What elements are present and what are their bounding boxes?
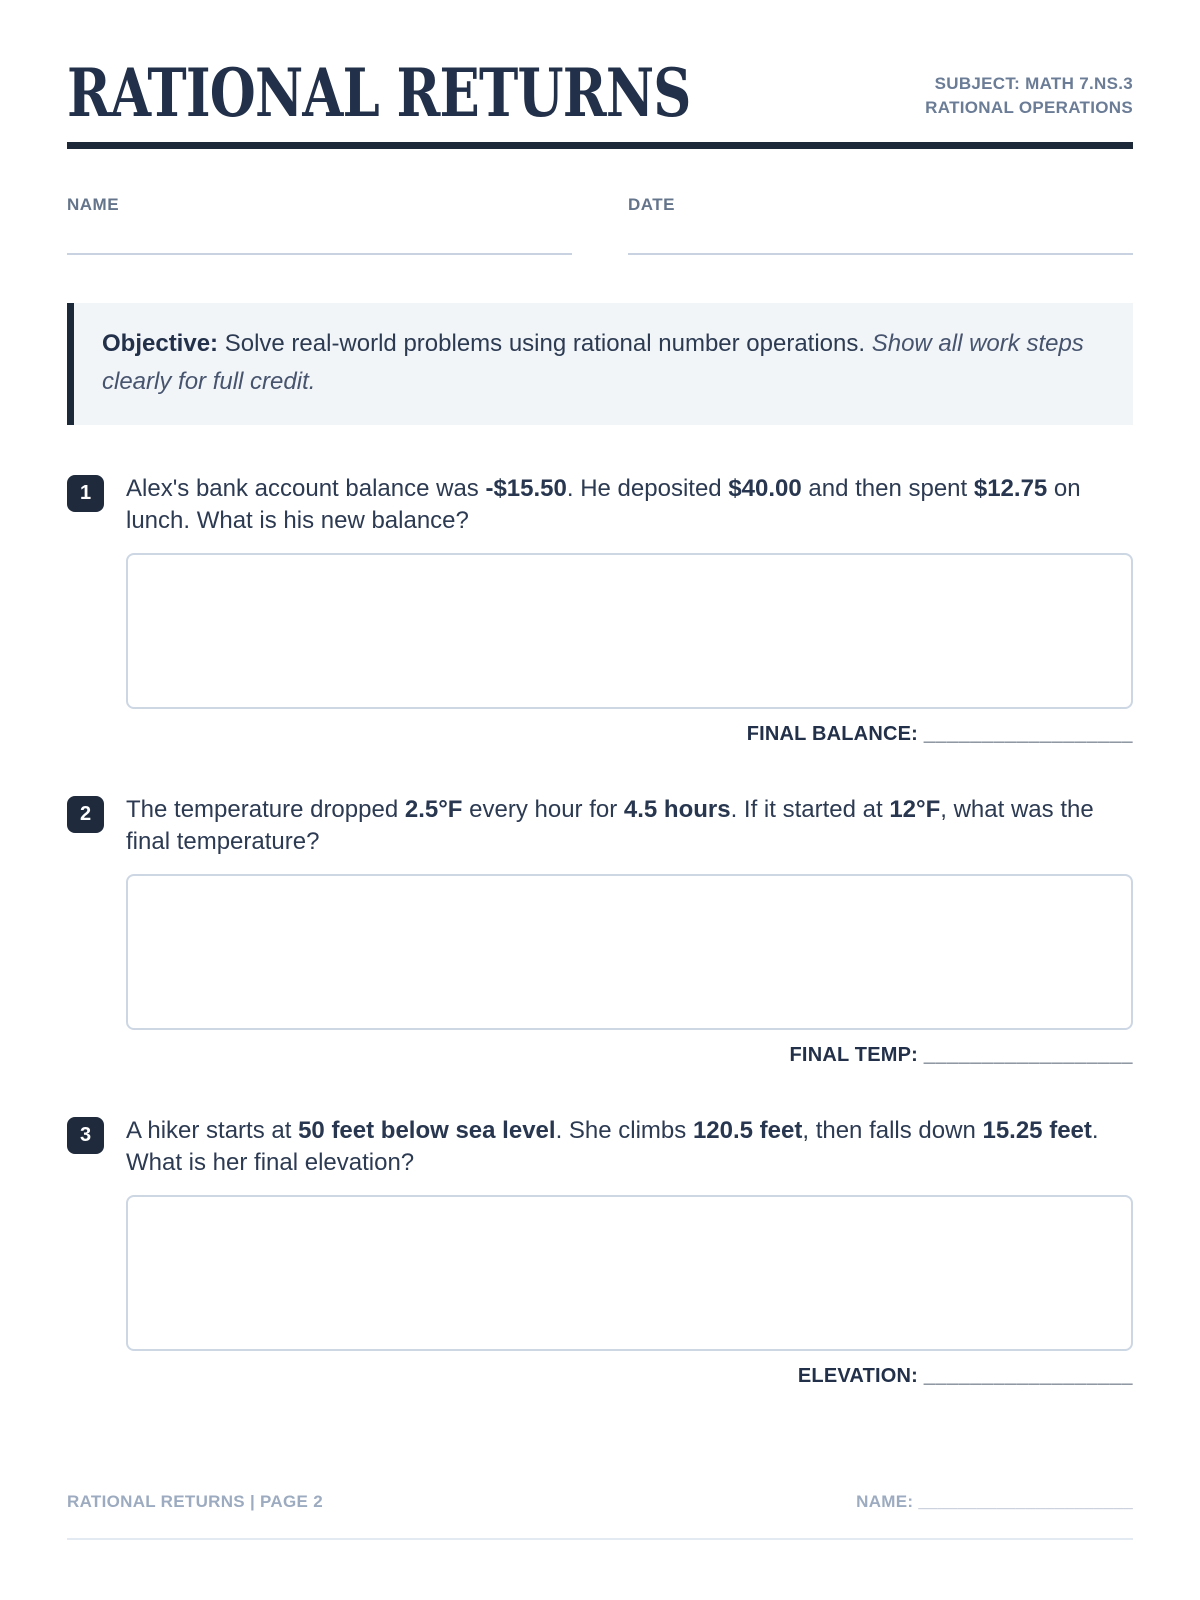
question-2-answer-blank[interactable]: __________________ [923, 1044, 1133, 1066]
question-2-row [67, 794, 1133, 858]
q1-seg-bold: $12.75 [973, 475, 1048, 502]
q2-seg: . If it started at [730, 796, 890, 823]
question-3-text [126, 1115, 1133, 1179]
q3-seg-bold: 15.25 feet [982, 1117, 1092, 1144]
question-3-work-area[interactable] [126, 1195, 1133, 1351]
q2-seg-bold: 12°F [889, 796, 941, 823]
question-2-answer-label: FINAL TEMP: [789, 1044, 919, 1066]
q2-seg: , what was the final temperature? [126, 796, 1094, 855]
page-title: RATIONAL RETURNS [67, 54, 691, 132]
q3-seg: . What is her final elevation? [126, 1117, 1099, 1176]
student-fields [67, 195, 1133, 255]
date-field-label: DATE [628, 195, 676, 214]
question-2 [67, 794, 1133, 1067]
q1-seg-bold: -$15.50 [485, 475, 567, 502]
q1-seg: Alex's bank account balance was [126, 475, 486, 502]
subject-topic-line: RATIONAL OPERATIONS [925, 98, 1133, 117]
question-1-text [126, 473, 1133, 537]
date-field-line[interactable] [628, 253, 1133, 255]
q2-seg-bold: 2.5°F [404, 796, 463, 823]
question-3-answer-blank[interactable]: __________________ [923, 1365, 1133, 1387]
footer-name-label: NAME: [856, 1492, 914, 1511]
question-1-work-area[interactable] [126, 553, 1133, 709]
subject-line: SUBJECT: MATH 7.NS.3 [934, 74, 1133, 93]
name-field-line[interactable] [67, 253, 572, 255]
q2-seg-bold: 4.5 hours [623, 796, 731, 823]
question-2-work-area[interactable] [126, 874, 1133, 1030]
question-2-answer-row [67, 1044, 1133, 1067]
question-1-answer-blank[interactable]: __________________ [923, 723, 1133, 745]
q3-seg: . She climbs [555, 1117, 693, 1144]
footer-page-info: RATIONAL RETURNS | PAGE 2 [67, 1492, 323, 1511]
objective-box [67, 303, 1133, 425]
name-field-label: NAME [67, 195, 120, 214]
question-3-number-badge: 3 [67, 1117, 104, 1154]
footer-name-blank[interactable]: ______________________ [918, 1492, 1133, 1511]
header-divider [67, 142, 1133, 149]
question-1-answer-label: FINAL BALANCE: [746, 723, 919, 745]
question-3-row [67, 1115, 1133, 1179]
question-3-answer-label: ELEVATION: [797, 1365, 919, 1387]
question-1-answer-row [67, 723, 1133, 746]
q3-seg: A hiker starts at [126, 1117, 299, 1144]
q2-seg: The temperature dropped [126, 796, 405, 823]
footer-divider [67, 1538, 1133, 1540]
q3-seg: , then falls down [802, 1117, 983, 1144]
question-2-number-badge: 2 [67, 796, 104, 833]
objective-italic-note: Show all work steps clearly for full credit. [102, 330, 1084, 395]
q1-seg-bold: $40.00 [728, 475, 802, 502]
q2-seg: every hour for [462, 796, 624, 823]
question-2-text [126, 794, 1133, 858]
name-field [67, 195, 572, 255]
q3-seg-bold: 50 feet below sea level [298, 1117, 556, 1144]
q3-seg-bold: 120.5 feet [692, 1117, 803, 1144]
question-1-number-badge: 1 [67, 475, 104, 512]
date-field [628, 195, 1133, 255]
objective-label: Objective: [102, 330, 219, 357]
q1-seg: and then spent [801, 475, 974, 502]
question-3-answer-row [67, 1365, 1133, 1388]
page-footer [67, 1492, 1133, 1512]
footer-name-field [856, 1492, 1133, 1512]
objective-text: Solve real-world problems using rational number operations. [218, 330, 872, 357]
subject-info [925, 72, 1133, 124]
question-3 [67, 1115, 1133, 1388]
q1-seg: . He deposited [566, 475, 729, 502]
question-1-row [67, 473, 1133, 537]
q1-seg: on lunch. What is his new balance? [126, 475, 1081, 534]
page-header [67, 0, 1133, 132]
question-1 [67, 473, 1133, 746]
